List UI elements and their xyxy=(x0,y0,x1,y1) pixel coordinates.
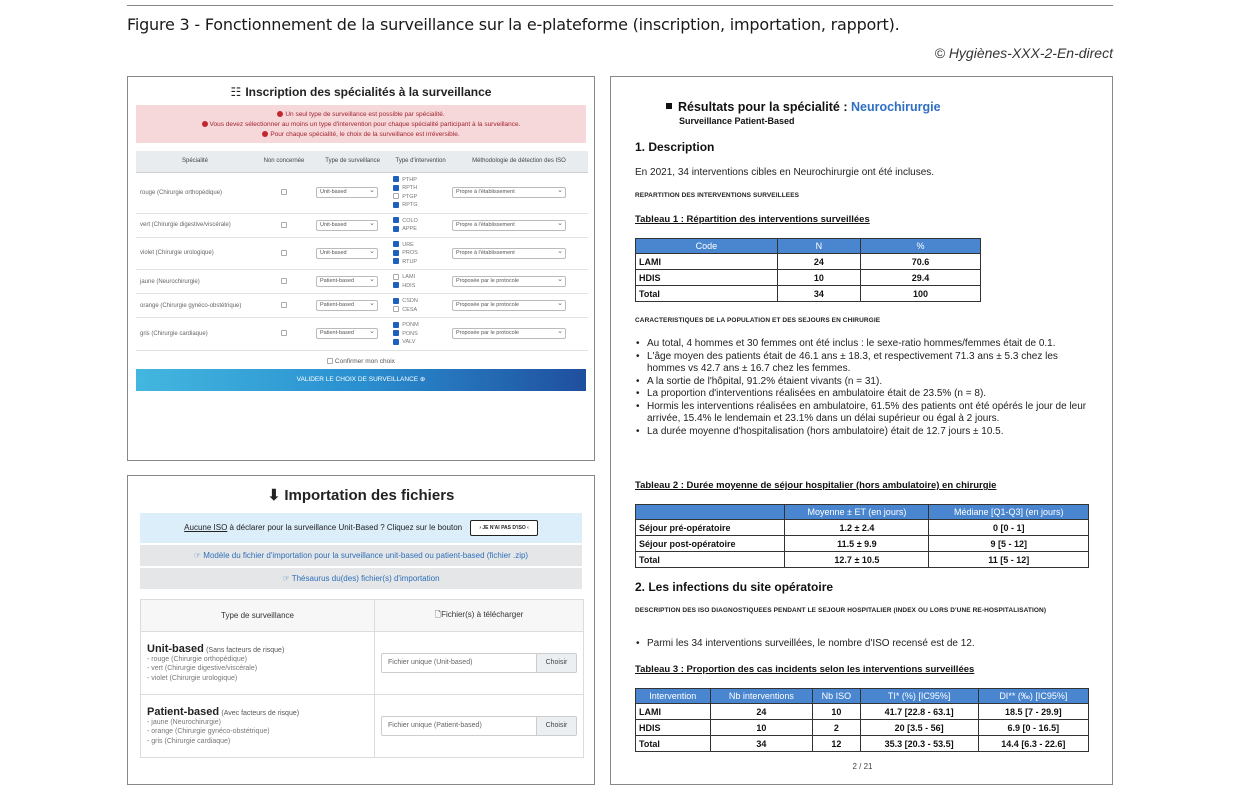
not-concerned-checkbox[interactable] xyxy=(281,250,287,256)
table-cell: 24 xyxy=(777,254,860,270)
table-header-cell: Code xyxy=(636,239,778,254)
method-cell xyxy=(450,294,588,318)
surveillance-type-cell xyxy=(314,294,391,318)
table3-caption: Tableau 3 : Proportion des cas incidents selon les interventions surveillées xyxy=(635,664,975,675)
intervention-checkbox[interactable] xyxy=(393,258,399,264)
inscription-title: Inscription des spécialités à la surveillance xyxy=(245,85,492,99)
importation-title-row xyxy=(128,486,594,504)
table-row xyxy=(636,720,1089,736)
method-cell xyxy=(450,172,588,213)
col-type-surveillance: Type de surveillance xyxy=(314,151,391,172)
table-cell: HDIS xyxy=(636,720,711,736)
surveillance-type-cell xyxy=(314,213,391,237)
table-cell: 0 [0 - 1] xyxy=(929,520,1089,536)
specialty-row xyxy=(136,318,588,351)
intervention-code: RPTH xyxy=(402,185,418,191)
table-cell: 10 xyxy=(813,704,860,720)
bullet-item: • Au total, 4 hommes et 30 femmes ont été inclus : le sexe-ratio hommes/femmes était de 0.1. xyxy=(635,338,1090,351)
model-file-link[interactable]: ☞ Modèle du fichier d'importation pour la surveillance unit-based ou patient-based (fichier .zip) xyxy=(140,545,582,566)
surveillance-type-select[interactable]: Patient-based ⌄ xyxy=(316,300,378,311)
intervention-checkbox[interactable] xyxy=(393,339,399,345)
table-cell: 10 xyxy=(777,270,860,286)
surveillance-type-heading xyxy=(147,706,368,718)
table-cell: Total xyxy=(636,286,778,302)
intervention-code: HDIS xyxy=(402,282,416,289)
table-cell: 1.2 ± 2.4 xyxy=(785,520,929,536)
no-iso-text: à déclarer pour la surveillance Unit-Based ? Cliquez sur le bouton xyxy=(227,523,463,532)
inscription-panel xyxy=(127,76,595,461)
table-header-row xyxy=(636,239,981,254)
file-name: Fichier unique (Patient-based) xyxy=(388,722,482,729)
not-concerned-cell xyxy=(254,237,314,270)
specialty-item: - orange (Chirurgie gynéco-obstétrique) xyxy=(147,728,270,736)
not-concerned-checkbox[interactable] xyxy=(281,278,287,284)
table2-caption: Tableau 2 : Durée moyenne de séjour hospitalier (hors ambulatoire) en chirurgie xyxy=(635,480,997,491)
report-panel xyxy=(610,76,1113,785)
intervention-option[interactable] xyxy=(393,273,448,282)
table-cell: 12.7 ± 10.5 xyxy=(785,552,929,568)
table-row xyxy=(636,552,1089,568)
surveillance-type-select[interactable]: Patient-based ⌄ xyxy=(316,276,378,287)
intervention-option[interactable] xyxy=(393,258,448,267)
table-cell: 70.6 xyxy=(861,254,981,270)
bullet-item: • L'âge moyen des patients était de 46.1 ans ± 18.3, et respectivement 71.3 ans ± 5.3 chez les hommes vs 42.7 ans ± 16.7 chez les femmes. xyxy=(635,351,1090,376)
file-name: Fichier unique (Unit-based) xyxy=(388,659,473,666)
specialty-name: rouge (Chirurgie orthopédique) xyxy=(136,172,254,213)
intervention-checkbox[interactable] xyxy=(393,298,399,304)
report-title: Résultats pour la spécialité : Neurochirurgie xyxy=(666,100,941,114)
table-header-cell: Nb interventions xyxy=(710,689,813,704)
intervention-checkbox[interactable] xyxy=(393,241,399,247)
method-select[interactable]: Propre à l'établissement ⌄ xyxy=(452,187,566,198)
alert-icon xyxy=(262,131,268,137)
table-cell: 9 [5 - 12] xyxy=(929,536,1089,552)
import-table xyxy=(140,599,584,758)
table-row xyxy=(636,286,981,302)
intervention-cell xyxy=(391,172,450,213)
specialty-name: vert (Chirurgie digestive/viscérale) xyxy=(136,213,254,237)
surveillance-type-select[interactable]: Unit-based ⌄ xyxy=(316,220,378,231)
intervention-option[interactable] xyxy=(393,176,448,185)
section-infections: 2. Les infections du site opératoire xyxy=(635,580,834,594)
table-row xyxy=(636,270,981,286)
intervention-option[interactable] xyxy=(393,321,448,330)
surveillance-type-cell xyxy=(314,172,391,213)
intervention-checkbox[interactable] xyxy=(393,282,399,288)
import-row xyxy=(141,632,584,695)
intervention-code: LAMI xyxy=(402,274,416,280)
surveillance-type-cell xyxy=(314,318,391,351)
table2 xyxy=(635,504,1089,568)
file-cell xyxy=(375,632,584,695)
table-cell: 34 xyxy=(710,736,813,752)
not-concerned-checkbox[interactable] xyxy=(281,302,287,308)
intervention-option[interactable] xyxy=(393,297,448,306)
method-select[interactable]: Proposée par le protocole ⌄ xyxy=(452,328,566,339)
confirm-checkbox[interactable] xyxy=(327,358,333,364)
surveillance-type-sub: (Sans facteurs de risque) xyxy=(206,646,285,654)
inscription-title-row xyxy=(128,85,594,99)
bullet-item: • Hormis les interventions réalisées en ambulatoire, 61.5% des patients ont été opérés le jour de leur arrivée, 15.4% le lendemain et 23.1% dans un délai supérieur ou égal à 2 jours. xyxy=(635,401,1090,426)
iso-bullet-list xyxy=(635,638,1090,651)
confirm-choice[interactable]: Confirmer mon choix xyxy=(128,358,594,365)
table-cell: 11 [5 - 12] xyxy=(929,552,1089,568)
intervention-code: RTUP xyxy=(402,258,418,265)
specialty-row xyxy=(136,270,588,294)
specialty-item: - gris (Chirurgie cardiaque) xyxy=(147,737,231,745)
intervention-cell xyxy=(391,237,450,270)
intervention-checkbox[interactable] xyxy=(393,306,399,312)
bullet-item: • La proportion d'interventions réalisées en ambulatoire était de 23.5% (n = 8). xyxy=(635,388,1090,401)
intervention-cell xyxy=(391,213,450,237)
import-row xyxy=(141,695,584,758)
table-cell: 12 xyxy=(813,736,860,752)
intervention-cell xyxy=(391,318,450,351)
not-concerned-checkbox[interactable] xyxy=(281,330,287,336)
copyright-credit: © Hygiènes-XXX-2-En-direct xyxy=(934,45,1113,61)
specialty-name: violet (Chirurgie urologique) xyxy=(136,237,254,270)
method-cell xyxy=(450,270,588,294)
surveillance-type-select[interactable]: Unit-based ⌄ xyxy=(316,187,378,198)
method-select[interactable]: Propre à l'établissement ⌄ xyxy=(452,220,566,231)
intervention-option[interactable] xyxy=(393,249,448,258)
caracteristiques-caps: CARACTERISTIQUES DE LA POPULATION ET DES SEJOURS EN CHIRURGIE xyxy=(635,317,881,324)
surveillance-type-cell xyxy=(141,695,375,758)
intervention-code: PONS xyxy=(402,330,418,337)
not-concerned-cell xyxy=(254,270,314,294)
method-cell xyxy=(450,237,588,270)
specialty-row xyxy=(136,237,588,270)
intervention-code: CESA xyxy=(402,306,418,313)
specialty-item: - rouge (Chirurgie orthopédique) xyxy=(147,655,247,663)
not-concerned-cell xyxy=(254,172,314,213)
file-input[interactable] xyxy=(381,653,577,673)
bullet-item: • Parmi les 34 interventions surveillées, le nombre d'ISO recensé est de 12. xyxy=(635,638,1090,651)
col-files: Fichier(s) à télécharger xyxy=(441,609,524,619)
table-cell: 2 xyxy=(813,720,860,736)
method-cell xyxy=(450,213,588,237)
importation-panel xyxy=(127,475,595,785)
bullet-list xyxy=(635,338,1090,438)
intervention-option[interactable] xyxy=(393,241,448,250)
file-input[interactable] xyxy=(381,716,577,736)
specialty-item: - violet (Chirurgie urologique) xyxy=(147,674,238,682)
table-cell: 20 [3.5 - 56] xyxy=(860,720,978,736)
file-icon: 🗋 xyxy=(434,609,442,619)
intervention-checkbox[interactable] xyxy=(393,250,399,256)
intervention-code: APPE xyxy=(402,226,417,232)
table-header-row xyxy=(636,505,1089,520)
intervention-checkbox[interactable] xyxy=(393,176,399,182)
validate-button[interactable]: VALIDER LE CHOIX DE SURVEILLANCE ⊕ xyxy=(136,369,586,391)
alert-line: Pour chaque spécialité, le choix de la surveillance est irréversible. xyxy=(140,130,582,140)
table-cell: 18.5 [7 - 29.9] xyxy=(978,704,1088,720)
col-type: Type de surveillance xyxy=(141,600,375,632)
table-cell: 41.7 [22.8 - 63.1] xyxy=(860,704,978,720)
alert-line: Vous devez sélectionner au moins un type d'intervention pour chaque spécialité participant à la surveillance. xyxy=(140,120,582,130)
warning-alert xyxy=(136,105,586,143)
no-iso-bar xyxy=(140,513,582,543)
surveillance-type-sub: (Avec facteurs de risque) xyxy=(221,709,300,717)
table-row xyxy=(636,704,1089,720)
table-cell: LAMI xyxy=(636,704,711,720)
specialty-name: orange (Chirurgie gynéco-obstétrique) xyxy=(136,294,254,318)
list-check-icon: ☷ xyxy=(230,85,242,99)
table-cell: 10 xyxy=(710,720,813,736)
page-number: 2 / 21 xyxy=(852,762,873,771)
intervention-cell xyxy=(391,294,450,318)
table-header-cell: % xyxy=(861,239,981,254)
not-concerned-cell xyxy=(254,318,314,351)
intervention-code: PTGP xyxy=(402,193,418,200)
method-cell xyxy=(450,318,588,351)
section-description: 1. Description xyxy=(635,140,715,154)
table-header-row xyxy=(636,689,1089,704)
intervention-checkbox[interactable] xyxy=(393,202,399,208)
intervention-option[interactable] xyxy=(393,282,448,291)
file-cell xyxy=(375,695,584,758)
col-files-header xyxy=(375,600,584,632)
col-specialite: Spécialité xyxy=(136,151,254,172)
table-header-cell xyxy=(636,505,785,520)
table-cell: 35.3 [20.3 - 53.5] xyxy=(860,736,978,752)
surveillance-type-cell xyxy=(314,237,391,270)
table-header-cell: Moyenne ± ET (en jours) xyxy=(785,505,929,520)
intervention-checkbox[interactable] xyxy=(393,193,399,199)
specialty-item: - jaune (Neurochirurgie) xyxy=(147,718,221,726)
table-cell: 34 xyxy=(777,286,860,302)
specialty-row xyxy=(136,172,588,213)
table-cell: LAMI xyxy=(636,254,778,270)
intervention-checkbox[interactable] xyxy=(393,274,399,280)
method-select[interactable]: Propre à l'établissement ⌄ xyxy=(452,248,566,259)
table-cell: 24 xyxy=(710,704,813,720)
method-select[interactable]: Proposée par le protocole ⌄ xyxy=(452,276,566,287)
intervention-option[interactable] xyxy=(393,225,448,234)
intervention-code: RPTG xyxy=(402,202,418,208)
table-cell: Séjour pré-opératoire xyxy=(636,520,785,536)
table3 xyxy=(635,688,1089,752)
table-cell: Séjour post-opératoire xyxy=(636,536,785,552)
alert-icon xyxy=(277,111,283,117)
intervention-cell xyxy=(391,270,450,294)
choose-button[interactable]: Choisir xyxy=(536,717,576,735)
repartition-caps: REPARTITION DES INTERVENTIONS SURVEILLEES xyxy=(635,192,800,199)
table-cell: 6.9 [0 - 16.5] xyxy=(978,720,1088,736)
surveillance-type-select[interactable]: Unit-based ⌄ xyxy=(316,248,378,259)
not-concerned-cell xyxy=(254,294,314,318)
table-header-cell: Médiane [Q1-Q3] (en jours) xyxy=(929,505,1089,520)
table-cell: 29.4 xyxy=(861,270,981,286)
intro-text: En 2021, 34 interventions cibles en Neurochirurgie ont été incluses. xyxy=(635,167,935,178)
alert-line: Un seul type de surveillance est possible par spécialité. xyxy=(140,110,582,120)
choose-button[interactable]: Choisir xyxy=(536,654,576,672)
intervention-code: PTHP xyxy=(402,176,417,183)
intervention-option[interactable] xyxy=(393,184,448,193)
not-concerned-cell xyxy=(254,213,314,237)
intervention-checkbox[interactable] xyxy=(393,185,399,191)
table1-caption: Tableau 1 : Répartition des interventions surveillées xyxy=(635,214,870,225)
report-specialty: Neurochirurgie xyxy=(850,100,941,114)
intervention-checkbox[interactable] xyxy=(393,330,399,336)
bullet-item: • A la sortie de l'hôpital, 91.2% étaient vivants (n = 31). xyxy=(635,376,1090,389)
table-row xyxy=(636,536,1089,552)
description-iso-caps: DESCRIPTION DES ISO DIAGNOSTIQUEES PENDANT LE SEJOUR HOSPITALIER (INDEX OU LORS D'UNE RE-HOSPITALISATION) xyxy=(635,607,1047,614)
intervention-option[interactable] xyxy=(393,306,448,315)
intervention-checkbox[interactable] xyxy=(393,226,399,232)
download-icon: ⬇ xyxy=(267,487,281,504)
table-cell: Total xyxy=(636,736,711,752)
report-subtitle: Surveillance Patient-Based xyxy=(679,116,795,126)
table-row xyxy=(636,254,981,270)
intervention-option[interactable] xyxy=(393,217,448,226)
table-header-cell: TI* (%) [IC95%] xyxy=(860,689,978,704)
col-type-intervention: Type d'intervention xyxy=(391,151,450,172)
alert-icon xyxy=(202,121,208,127)
table-cell: HDIS xyxy=(636,270,778,286)
col-non-concernee: Non concernée xyxy=(254,151,314,172)
table-row xyxy=(636,736,1089,752)
surveillance-type-select[interactable]: Patient-based ⌄ xyxy=(316,328,378,339)
intervention-code: CSDN xyxy=(402,298,418,304)
surveillance-type-cell xyxy=(141,632,375,695)
table-cell: Total xyxy=(636,552,785,568)
surveillance-type-cell xyxy=(314,270,391,294)
table-cell: 100 xyxy=(861,286,981,302)
thesaurus-link[interactable]: ☞ Thésaurus du(des) fichier(s) d'importation xyxy=(140,568,582,589)
surveillance-type-heading xyxy=(147,643,368,655)
intervention-code: PONM xyxy=(402,322,419,328)
specialty-item: - vert (Chirurgie digestive/viscérale) xyxy=(147,665,258,673)
surveillance-type-name: Patient-based xyxy=(147,705,220,718)
intervention-option[interactable] xyxy=(393,193,448,202)
col-methodologie: Méthodologie de détection des ISO xyxy=(450,151,588,172)
bullet-item: • La durée moyenne d'hospitalisation (hors ambulatoire) était de 12.7 jours ± 10.5. xyxy=(635,426,1090,439)
top-rule xyxy=(127,5,1113,6)
intervention-code: VALV xyxy=(402,339,416,345)
intervention-option[interactable] xyxy=(393,338,448,347)
intervention-code: COLO xyxy=(402,217,418,224)
specialty-table xyxy=(136,151,588,351)
square-bullet-icon xyxy=(666,103,672,109)
table-header-cell: DI** (‰) [IC95%] xyxy=(978,689,1088,704)
table-row xyxy=(636,520,1089,536)
intervention-checkbox[interactable] xyxy=(393,217,399,223)
importation-title: Importation des fichiers xyxy=(284,487,455,504)
not-concerned-checkbox[interactable] xyxy=(281,222,287,228)
table-header-cell: Nb ISO xyxy=(813,689,860,704)
not-concerned-checkbox[interactable] xyxy=(281,189,287,195)
method-select[interactable]: Proposée par le protocole ⌄ xyxy=(452,300,566,311)
specialty-row xyxy=(136,213,588,237)
figure-caption: Figure 3 - Fonctionnement de la surveillance sur la e-plateforme (inscription, importation, rapport). xyxy=(127,15,900,34)
intervention-checkbox[interactable] xyxy=(393,322,399,328)
no-iso-button[interactable]: › JE N'AI PAS D'ISO ‹ xyxy=(470,520,538,536)
table-cell: 14.4 [6.3 - 22.6] xyxy=(978,736,1088,752)
intervention-option[interactable] xyxy=(393,201,448,210)
intervention-option[interactable] xyxy=(393,330,448,339)
table-header-cell: Intervention xyxy=(636,689,711,704)
intervention-code: URE xyxy=(402,241,414,248)
specialty-row xyxy=(136,294,588,318)
specialty-name: gris (Chirurgie cardiaque) xyxy=(136,318,254,351)
table-header-cell: N xyxy=(777,239,860,254)
table1 xyxy=(635,238,981,302)
surveillance-type-name: Unit-based xyxy=(147,642,204,655)
table-cell: 11.5 ± 9.9 xyxy=(785,536,929,552)
no-iso-prefix: Aucune ISO xyxy=(184,523,228,532)
specialty-name: jaune (Neurochirurgie) xyxy=(136,270,254,294)
intervention-code: PROS xyxy=(402,250,418,256)
